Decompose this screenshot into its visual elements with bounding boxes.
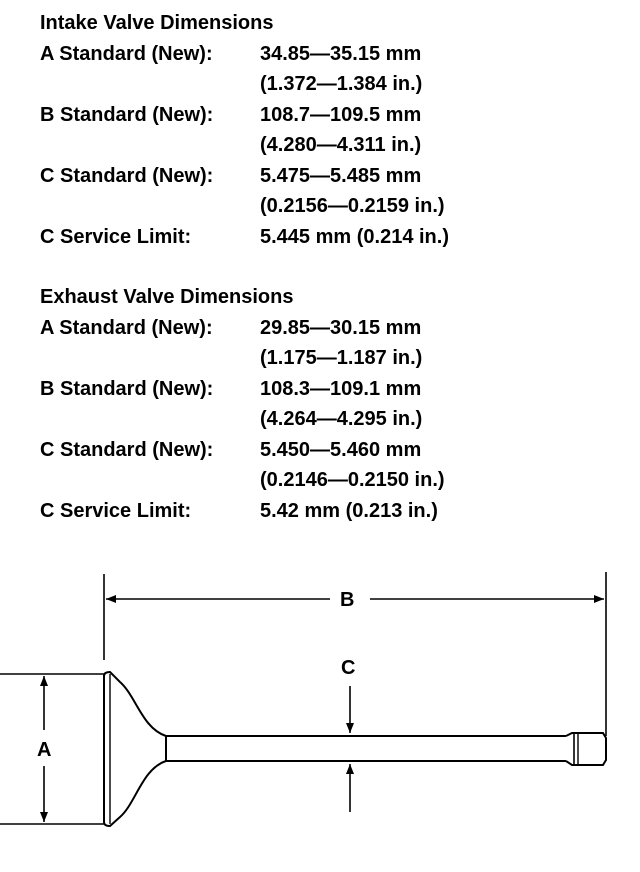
exhaust-row-label: C Service Limit:: [40, 499, 192, 522]
section-spacer: [40, 252, 620, 282]
intake-row-label: C Service Limit:: [40, 225, 192, 248]
exhaust-row: [40, 404, 620, 435]
exhaust-row-value: 29.85—30.15 mm: [260, 316, 422, 339]
intake-row: [40, 222, 620, 253]
intake-row-value: 5.475—5.485 mm: [260, 164, 422, 187]
label-b: B: [340, 589, 355, 611]
intake-row: [40, 191, 620, 222]
exhaust-row-value: (4.264—4.295 in.): [260, 408, 423, 430]
valve-outline: [104, 672, 606, 826]
exhaust-row-value: (0.2146—0.2150 in.): [260, 469, 445, 491]
intake-row-label: [40, 130, 260, 161]
exhaust-row-label: [40, 404, 260, 435]
intake-row-value: 34.85—35.15 mm: [260, 42, 422, 65]
intake-row-label: B Standard (New):: [40, 103, 214, 126]
exhaust-row: [40, 435, 620, 466]
exhaust-row: [40, 374, 620, 405]
exhaust-row: [40, 496, 620, 527]
intake-row-label: C Standard (New):: [40, 164, 214, 187]
intake-row-value: (1.372—1.384 in.): [260, 73, 423, 95]
intake-row-value: (0.2156—0.2159 in.): [260, 195, 445, 217]
exhaust-row-value: 5.42 mm (0.213 in.): [260, 499, 438, 522]
exhaust-row-label: [40, 343, 260, 374]
intake-section: [40, 8, 620, 252]
exhaust-row-value: 5.450—5.460 mm: [260, 438, 422, 461]
label-c: C: [341, 657, 356, 679]
valve-head: [104, 672, 166, 826]
intake-row-label: [40, 69, 260, 100]
intake-title: Intake Valve Dimensions: [40, 12, 274, 34]
valve-specifications: [40, 8, 620, 526]
intake-row-value: 5.445 mm (0.214 in.): [260, 225, 449, 248]
intake-row: [40, 100, 620, 131]
exhaust-row-label: C Standard (New):: [40, 438, 214, 461]
intake-row: [40, 69, 620, 100]
exhaust-row: [40, 313, 620, 344]
exhaust-row: [40, 343, 620, 374]
intake-row-label: [40, 191, 260, 222]
exhaust-row: [40, 465, 620, 496]
intake-row: [40, 130, 620, 161]
exhaust-row-label: A Standard (New):: [40, 316, 213, 339]
dimension-c: [341, 657, 355, 812]
exhaust-row-label: [40, 465, 260, 496]
valve-stem-tip: [566, 733, 606, 765]
label-a: A: [37, 739, 52, 761]
intake-row: [40, 161, 620, 192]
valve-diagram: [0, 560, 640, 872]
exhaust-row-value: 108.3—109.1 mm: [260, 377, 422, 400]
intake-row: [40, 39, 620, 70]
dimension-b: [104, 572, 606, 736]
exhaust-section: [40, 282, 620, 526]
exhaust-title: Exhaust Valve Dimensions: [40, 286, 294, 308]
exhaust-row-label: B Standard (New):: [40, 377, 214, 400]
intake-row-value: 108.7—109.5 mm: [260, 103, 422, 126]
exhaust-row-value: (1.175—1.187 in.): [260, 347, 423, 369]
intake-row-label: A Standard (New):: [40, 42, 213, 65]
intake-row-value: (4.280—4.311 in.): [260, 134, 422, 156]
dimension-a: [0, 674, 104, 824]
